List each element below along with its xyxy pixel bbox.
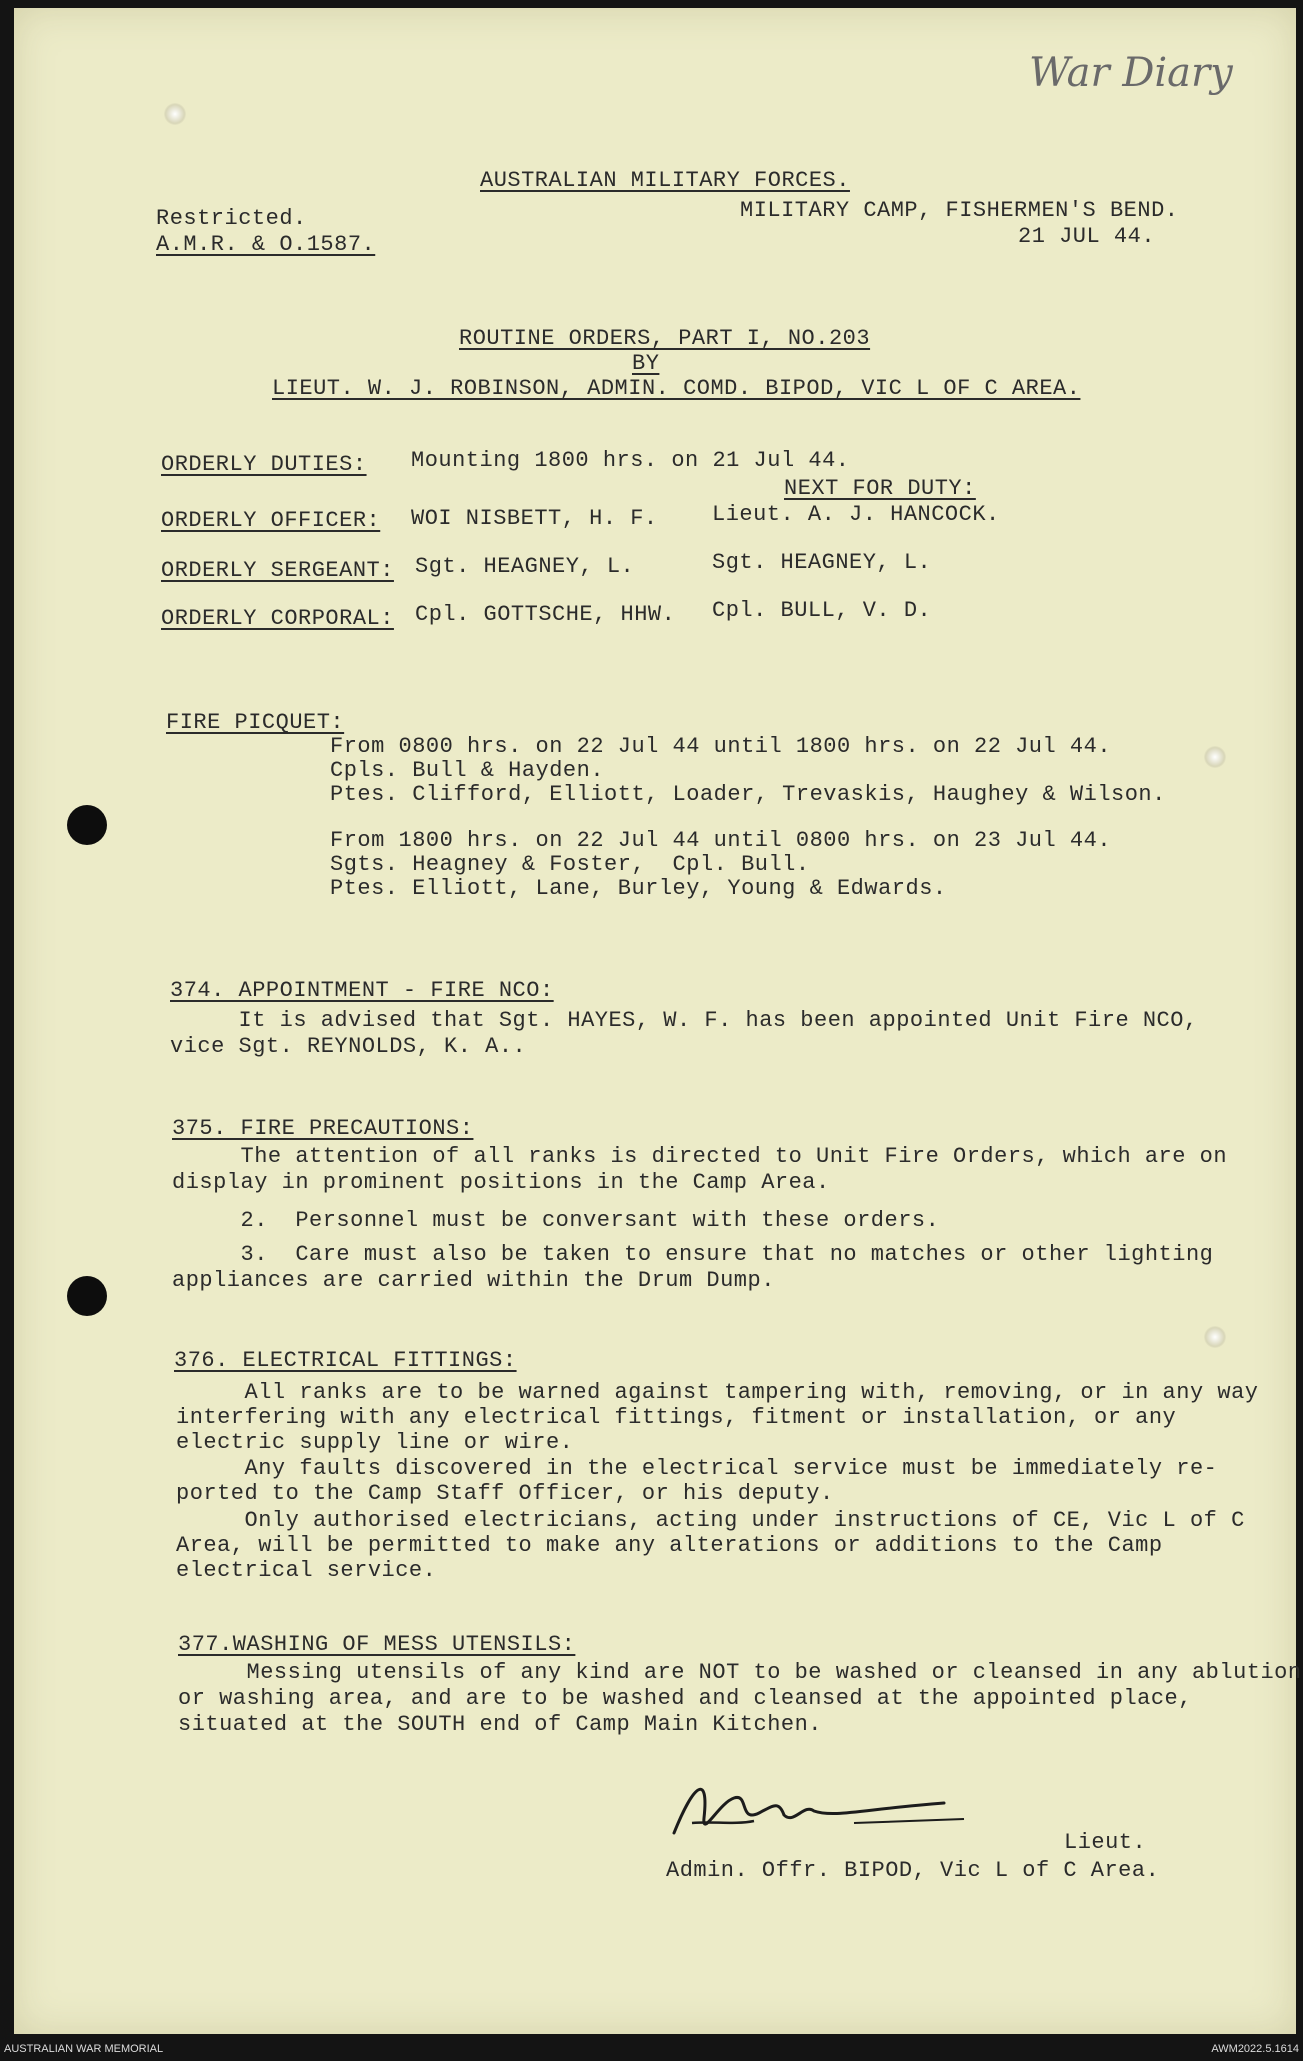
section-line: electrical service.	[176, 1558, 437, 1583]
duty-next: Sgt. HEAGNEY, L.	[712, 550, 932, 575]
orders-heading: ROUTINE ORDERS, PART I, NO.203	[459, 326, 871, 351]
section-line: electric supply line or wire.	[176, 1430, 574, 1455]
orders-heading-by: BY	[632, 351, 660, 376]
handwritten-annotation: War Diary	[1029, 50, 1233, 96]
footer-source: AUSTRALIAN WAR MEMORIAL	[4, 2043, 164, 2055]
next-for-duty-label: NEXT FOR DUTY:	[784, 476, 976, 501]
document-page	[14, 8, 1302, 2034]
section-line: It is advised that Sgt. HAYES, W. F. has been appointed Unit Fire NCO,	[170, 1008, 1198, 1033]
section-line: All ranks are to be warned against tampering with, removing, or in any way	[176, 1380, 1259, 1405]
fire-picquet-line: From 0800 hrs. on 22 Jul 44 until 1800 hrs. on 22 Jul 44.	[330, 734, 1112, 759]
section-heading: 377.WASHING OF MESS UTENSILS:	[178, 1632, 576, 1657]
section-line: Area, will be permitted to make any alterations or additions to the Camp	[176, 1533, 1163, 1558]
signature-title: Admin. Offr. BIPOD, Vic L of C Area.	[666, 1858, 1160, 1883]
fire-picquet-line: Sgts. Heagney & Foster, Cpl. Bull.	[330, 852, 810, 877]
fire-picquet-line: Cpls. Bull & Hayden.	[330, 758, 605, 783]
duty-next: Cpl. BULL, V. D.	[712, 598, 932, 623]
fire-picquet-line: Ptes. Elliott, Lane, Burley, Young & Edwards.	[330, 876, 947, 901]
orderly-duties-value: Mounting 1800 hrs. on 21 Jul 44.	[411, 448, 850, 473]
punch-hole	[67, 1276, 107, 1316]
location: MILITARY CAMP, FISHERMEN'S BEND.	[740, 198, 1179, 223]
section-heading: 376. ELECTRICAL FITTINGS:	[174, 1348, 517, 1373]
section-line: The attention of all ranks is directed to Unit Fire Orders, which are on	[172, 1144, 1228, 1169]
section-line: appliances are carried within the Drum Dump.	[172, 1268, 775, 1293]
regulation-reference: A.M.R. & O.1587.	[156, 232, 376, 257]
section-line: interfering with any electrical fittings, fitment or installation, or any	[176, 1405, 1177, 1430]
section-line: 2. Personnel must be conversant with these orders.	[172, 1208, 940, 1233]
restriction-label: Restricted.	[156, 206, 307, 231]
fire-picquet-label: FIRE PICQUET:	[166, 710, 345, 735]
fire-picquet-line: From 1800 hrs. on 22 Jul 44 until 0800 hrs. on 23 Jul 44.	[330, 828, 1112, 853]
duty-role-label: ORDERLY CORPORAL:	[161, 606, 394, 631]
duty-next: Lieut. A. J. HANCOCK.	[712, 502, 1000, 527]
duty-role-label: ORDERLY OFFICER:	[161, 508, 381, 533]
signature-rank: Lieut.	[1064, 1830, 1147, 1855]
section-line: Only authorised electricians, acting under instructions of CE, Vic L of C	[176, 1508, 1245, 1533]
section-line: display in prominent positions in the Camp Area.	[172, 1170, 830, 1195]
orderly-duties-label: ORDERLY DUTIES:	[161, 452, 367, 477]
section-line: Messing utensils of any kind are NOT to be washed or cleansed in any ablution	[178, 1660, 1302, 1685]
orders-issuer: LIEUT. W. J. ROBINSON, ADMIN. COMD. BIPOD, VIC L OF C AREA.	[272, 376, 1081, 401]
section-line: Any faults discovered in the electrical service must be immediately re-	[176, 1456, 1218, 1481]
pin-mark	[164, 103, 186, 125]
document-title: AUSTRALIAN MILITARY FORCES.	[480, 168, 850, 193]
duty-current: WOI NISBETT, H. F.	[411, 506, 658, 531]
fire-picquet-line: Ptes. Clifford, Elliott, Loader, Trevaskis, Haughey & Wilson.	[330, 782, 1166, 807]
section-heading: 374. APPOINTMENT - FIRE NCO:	[170, 978, 554, 1003]
section-line: 3. Care must also be taken to ensure that no matches or other lighting	[172, 1242, 1214, 1267]
punch-hole	[67, 805, 107, 845]
pin-mark	[1204, 746, 1226, 768]
duty-current: Sgt. HEAGNEY, L.	[415, 554, 635, 579]
duty-current: Cpl. GOTTSCHE, HHW.	[415, 602, 676, 627]
section-line: ported to the Camp Staff Officer, or his deputy.	[176, 1481, 834, 1506]
duty-role-label: ORDERLY SERGEANT:	[161, 558, 394, 583]
document-date: 21 JUL 44.	[1018, 224, 1156, 249]
pin-mark	[1204, 1326, 1226, 1348]
footer-reference: AWM2022.5.1614	[1211, 2043, 1299, 2055]
section-line: situated at the SOUTH end of Camp Main Kitchen.	[178, 1712, 823, 1737]
signature-icon	[664, 1763, 1004, 1853]
section-heading: 375. FIRE PRECAUTIONS:	[172, 1116, 474, 1141]
section-line: vice Sgt. REYNOLDS, K. A..	[170, 1034, 527, 1059]
section-line: or washing area, and are to be washed and cleansed at the appointed place,	[178, 1686, 1192, 1711]
